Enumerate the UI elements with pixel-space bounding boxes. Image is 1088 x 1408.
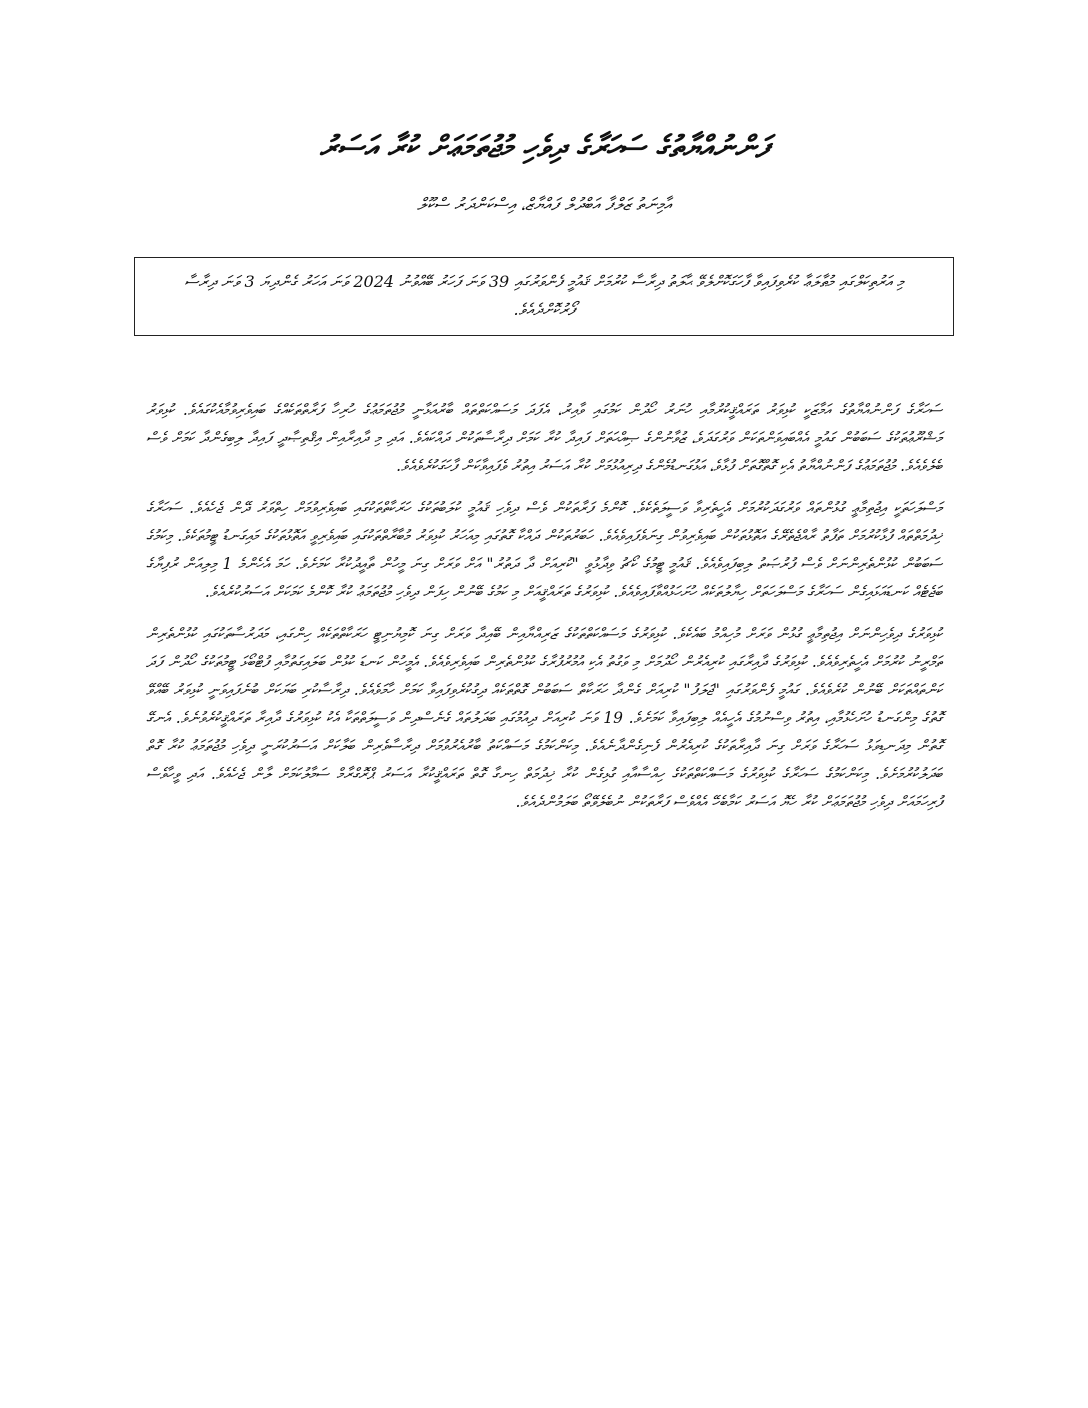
body-paragraph-1: ސަހަރާގެ ފަންނުއްޔާތުގެ އަމާޒަކީ ކުޅިވަރު ތަރައްޤީކުރުމާއި ހުނަރު ހޯދުން ކަމުގައި ވާއިރު، އެފަދަ މަސައްކަތްތައް ބާރުއަޅާނީ މުޖުތަމަޢުގެ ހުރިހާ ފަރާތްތަކެއްގެ ބައިވެރިވުމާއެކުގައެވެ. ކުޅިވަރު މަޝްރޫޢުތަކުގެ ސަބަބުން ގައުމީ އެއްބައިވަންތަކަން ވަރުގަދަވެ، ޒުވާނުންގެ ޞިއްޙަތަށް ފައިދާ ކުރާ ކަމަށް ދިރާސާތަކުން ދައްކައެވެ. އަދި މި ދާއިރާއިން އިޤްތިޞާދީ ފައިދާ ލިބިގެންދާ ކަމަށް ވެސް ބެލެވެއެވެ. މުޖުތަމަޢުގެ ފަންނުއްޔާތު އެކި ގޮތްގޮތަށް ފުޅާވެ، އަޅުގަނޑުމެންގެ ދިރިއުޅުމަށް ކުރާ އަސަރު އިތުރު ވެފައިވާކަން ފާހަގަކުރެވެއެވެ. — [146, 401, 942, 475]
abstract-box — [134, 257, 954, 336]
abstract-text: މި އަރުތިކަލްގައި މުޠާލަޢާ ކުރެވިފައިވާ ފާހަގަކޮށްލެވޭ ޙާލަތު ދިރާސާ ކުރުމަށް ޤައުމީ ފެންވަރުގައި 39 ވަނަ ފަހަރު ބޭއްވުނު 2024 ވަނަ އަހަރު ގެންދިޔަ 3 ވަނަ ދިރާސާ ފޯރުކޮށްދެއެވެ. — [184, 272, 904, 319]
document-title: ފަންނުއްޔާތުގެ ސަހަރާގެ ދިވެހި މުޖުތަމަޢަށް ކުރާ އަސަރު — [319, 130, 769, 165]
body-paragraph-2: މަސްލަހަތަކީ އިޖުތިމާޢީ ގުޅުންތައް ވަރުގަދަކުރުމަށް އެހީތެރިވާ ވަސީލަތެކެވެ. ކޮންމެ ފަރާތަކުން ވެސް ދިވެހި ޤައުމީ ކުލަބުތަކުގެ ހަރަކާތްތަކުގައި ބައިވެރިވުމަށް ހިތްވަރު ދޭން ޖެހެއެވެ. ސަހަރާގެ ޚިދުމަތްތައް ފުޅާކުރުމަށް ތަފާތު ރާއްޖެތެރޭގެ އަތޮޅުތަކުން ބައިވެރިވުން ގިނަވެފައިވެއެވެ. ހަބަރުތަކުން ދައްކާ ގޮތުގައި މިއަހަރު ކުޅިވަރު މުބާރާތްތަކުގައި ބައިވެރިވީ އަތޮޅުތަކުގެ މައިގަނޑު ޓީމުތަކެވެ. މިކަމުގެ ސަބަބުން ކުޅުންތެރިންނަށް ވެސް ފުރުޞަތު ލިބިފައިވެއެވެ. ޤައުމީ ޓީމުގެ ކޯޗު ވިދާޅުވީ "ކުރިއަށް ދާ ދަތުރު" އަށް ވަރަށް ގިނަ މީހުން ތާއީދުކުރާ ކަމަށެވެ. ހަމަ އެހެންމެ 1 މިލިއަން ރުފިޔާގެ ބަޖެޓެއް ކަނޑައަޅައިގެން ސަހަރާގެ މަސްލަހަތަށް ހިޔާލުތަކެއް ހުށަހަޅުއްވާފައިވެއެވެ. ކުޅިވަރުގެ ތަރައްޤީއަށް މި ކަމުގެ ބޭނުން ހިފަން ދިވެހި މުޖުތަމަޢު ކުރާ ކޮންމެ ކަމަކަށް އަސަރުކުރެއެވެ. — [146, 499, 942, 601]
document-subtitle: އާމިނަތު ޒަލްފާ އަބްދުލް ފައްޔާޒް، އިސްކަންދަރު ސްކޫލް — [417, 195, 671, 215]
body-text — [146, 396, 942, 816]
body-paragraph-3: ކުޅިވަރުގެ ދިވެހިންނަށް އިޖުތިމާޢީ ގުޅުން ވަރަށް މުހިއްމު ބައެކެވެ. ކުޅިވަރުގެ މަސައްކަތްތަކުގެ ޒަރިއްޔާއިން ބޭއިދާ ވަރަށް ގިނަ ކޮމިޔުނިޓީ ހަރަކާތްތަކެއް ހިންގައި، މަދަރުސާތަކުގައި ކުޅުންތެރިން ތަމްރީނު ކުރުމަށް އެހީތެރިވެއެވެ. ކުޅިވަރުގެ ދާއިރާގައި ކުރިއެރުން ހޯދުމަށް މި ވަގުތު އެކި އުމުރުފުރާގެ ކުޅުންތެރިން ބައިވެރިވެއެވެ. އެމީހުން ކަނޑަ ކުޅުން ބަލައިގަތުމާއި ފުޓްބޯޅަ ޓީމުތަކުގެ ހޯދުން ފަދަ ކަންތައްތަކަށް ބޭނުން ކުރެވެއެވެ. ގައުމީ ފެންވަރުގައި "ޖަލަފު" ކުރިއަށް ގެންދާ ހަރަކާތް ސަބަބުން ގޮތްތަކެއް ދިގުކުރެވިފައިވާ ކަމަށް ހާމަވެއެވެ. ދިރާސާކުރި ބަޔަކަށް ބުނެފައިވަނީ ކުޅިވަރު ބޭއްވޭ ގޮތުގެ މިންގަނޑު ހުށަހެޅުމާއި، އިތުރު ވިސްނުމުގެ އެހީއެއް ލިބިފައިވާ ކަމަށެވެ. 19 ވަނަ ކުރިއަށް ދިއުމުގައި ބަދަލުތައް ގެނެސްދިން ވަސީލަތްތަކާ އެކު ކުޅިވަރުގެ ދާއިރާ ތަރައްޤީކުރެވުނެވެ. އެނގޭ ގޮތުން މިދަނޑިވަޅު ސަހަރާގެ ވަރަށް ގިނަ ދާއިރާތަކުގެ ކުރިއެރުން ފެނިގެންދާނެއެވެ. މިކަންކަމުގެ މަސައްކަތު ބާރުއެރުވުމަށް ދިރާސާވެރިން ބަލާކަށް އަސަރުކުރަނީ ދިވެހި މުޖުތަމަޢު ކުރާ ގޮތް ބަދަލުކުރުމަށެވެ. މިކަންކަމުގެ ސަހަރާގެ ކުޅިވަރުގެ މަސައްކަތްތަކުގެ ހިއްސާއާއި ގުޅިގެން ކުރާ ޚިދުމަތް ހިނގާ ގޮތް ތަރައްޤީކުރާ އަސަރު ޕްރޮގްރާމް ސަމާލުކަމަށް ލާން ޖެހެއެވެ. އަދި ވީހާވެސް ފުރިހަމައަށް ދިވެހި މުޖުތަމަޢަށް ކުރާ ހެޔޮ އަސަރު ކަމާބެހޭ އެއްވެސް ފަރާތަކުން ނުބެލެވޭތޯ ބަލަމުންދެއެވެ. — [146, 625, 942, 811]
